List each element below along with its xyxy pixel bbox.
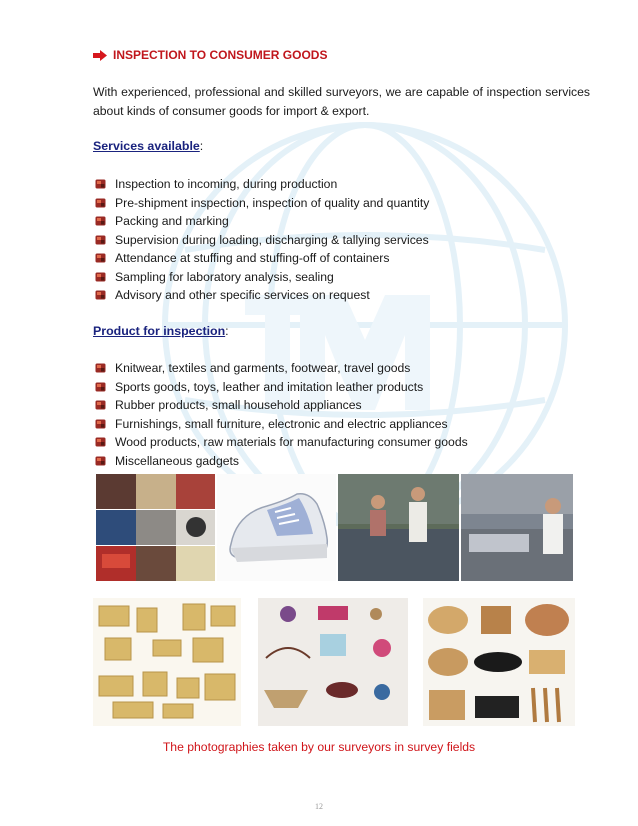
bullet-icon (95, 216, 106, 226)
list-item (95, 378, 468, 397)
photo-wooden-furniture-toys (93, 598, 241, 726)
list-item-text: Pre-shipment inspection, inspection of quality and quantity (115, 195, 430, 210)
bullet-icon (95, 253, 106, 263)
list-item (95, 194, 429, 213)
photo-surveyors-at-factory (338, 474, 459, 581)
list-item-text: Attendance at stuffing and stuffing-off of containers (115, 251, 390, 265)
photo-crafts-handicrafts (258, 598, 408, 726)
list-item (95, 175, 429, 194)
list-item-text: Sports goods, toys, leather and imitation leather products (115, 379, 424, 394)
services-heading (93, 139, 203, 153)
products-heading (93, 324, 229, 338)
photo-wooden-bowls-utensils (423, 598, 575, 726)
list-item-text: Knitwear, textiles and garments, footwear, travel goods (115, 361, 411, 375)
bullet-icon (95, 419, 106, 429)
list-item (95, 396, 468, 415)
bullet-icon (95, 198, 106, 208)
section-title-text: INSPECTION TO CONSUMER GOODS (113, 48, 328, 62)
products-list (95, 359, 468, 470)
photo-warehouse-inspection (461, 474, 573, 581)
list-item (95, 415, 468, 434)
list-item (95, 212, 429, 231)
list-item-text: Wood products, raw materials for manufacturing consumer goods (115, 435, 468, 449)
list-item (95, 268, 429, 287)
section-title (93, 48, 327, 62)
bullet-icon (95, 382, 106, 392)
list-item-text: Rubber products, small household appliances (115, 398, 362, 412)
page-number: 12 (315, 802, 323, 811)
list-item-text: Furnishings, small furniture, electronic and electric appliances (115, 416, 448, 431)
list-item (95, 433, 468, 452)
bullet-icon (95, 290, 106, 300)
intro-paragraph: With experienced, professional and skilled surveyors, we are capable of inspection services about kinds of consumer goods for import & export. (93, 85, 590, 118)
bullet-icon (95, 437, 106, 447)
bullet-icon (95, 179, 106, 189)
list-item-text: Sampling for laboratory analysis, sealing (115, 269, 334, 284)
list-item (95, 231, 429, 250)
list-item-text: Miscellaneous gadgets (115, 453, 239, 468)
bullet-icon (95, 456, 106, 466)
products-heading-text: Product for inspection (93, 324, 226, 338)
list-item (95, 452, 468, 471)
bullet-icon (95, 400, 106, 410)
services-heading-text: Services available (93, 139, 200, 153)
services-list (95, 175, 429, 305)
arrow-right-icon (93, 50, 107, 61)
list-item (95, 286, 429, 305)
list-item-text: Packing and marking (115, 214, 229, 228)
services-heading-colon: : (199, 139, 204, 153)
list-item-text: Inspection to incoming, during production (115, 177, 338, 191)
bullet-icon (95, 363, 106, 373)
photo-caption: The photographies taken by our surveyors in survey fields (162, 740, 476, 754)
list-item-text: Supervision during loading, discharging & tallying services (115, 232, 429, 247)
products-heading-colon: : (225, 324, 229, 338)
photo-collage-products (96, 474, 215, 581)
list-item-text: Advisory and other specific services on request (115, 288, 370, 302)
list-item (95, 359, 468, 378)
photo-sneaker (217, 474, 336, 581)
bullet-icon (95, 272, 106, 282)
list-item (95, 249, 429, 268)
bullet-icon (95, 235, 106, 245)
